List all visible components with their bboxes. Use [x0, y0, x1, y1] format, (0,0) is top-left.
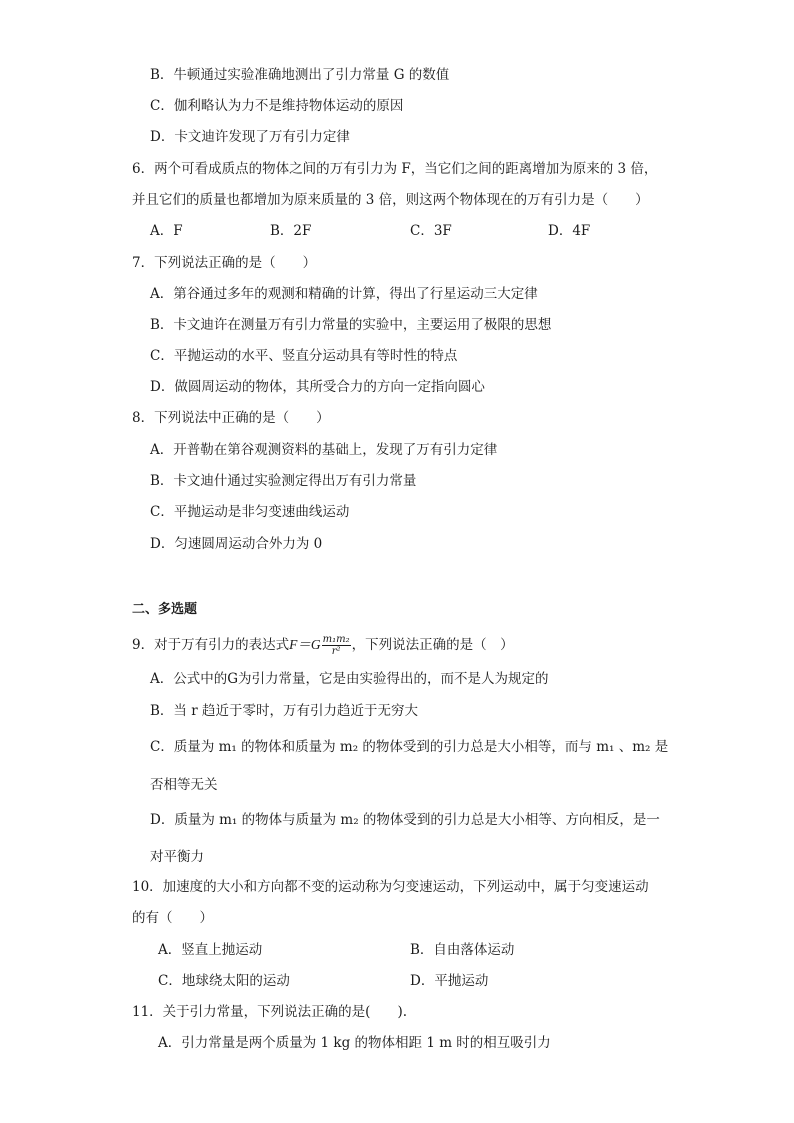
- q9-formula-numerator: m₁m₂: [322, 634, 350, 645]
- q11-option-a: A．引力常量是两个质量为 1 kg 的物体相距 1 m 时的相互吸引力: [158, 1035, 551, 1051]
- q9-option-d-line2: 对平衡力: [150, 849, 204, 865]
- q10-stem-line1: 10．加速度的大小和方向都不变的运动称为匀变速运动，下列运动中，属于匀变速运动: [132, 879, 649, 895]
- q9-formula-fraction: [322, 634, 351, 657]
- q6-stem-line2: 并且它们的质量也都增加为原来质量的 3 倍，则这两个物体现在的万有引力是（ ）: [132, 192, 649, 208]
- q9-option-c-line2: 否相等无关: [150, 777, 218, 793]
- q7-option-a: A．第谷通过多年的观测和精确的计算，得出了行星运动三大定律: [150, 286, 538, 302]
- q9-option-d-line1: D．质量为 m₁ 的物体与质量为 m₂ 的物体受到的引力总是大小相等、方向相反，是一: [150, 812, 660, 828]
- q6-option-d: D．4F: [548, 223, 591, 239]
- q8-option-b: B．卡文迪什通过实验测定得出万有引力常量: [150, 473, 417, 489]
- q7-option-b: B．卡文迪许在测量万有引力常量的实验中，主要运用了极限的思想: [150, 317, 552, 333]
- section-title-multiple-choice: 二、多选题: [132, 602, 198, 617]
- q5-option-c: C．伽利略认为力不是维持物体运动的原因: [150, 98, 404, 114]
- q10-option-a: A．竖直上抛运动: [158, 942, 263, 958]
- q8-option-a: A．开普勒在第谷观测资料的基础上，发现了万有引力定律: [150, 442, 498, 458]
- q8-option-c: C．平抛运动是非匀变速曲线运动: [150, 504, 350, 520]
- q10-option-c: C．地球绕太阳的运动: [158, 973, 290, 989]
- q6-option-c: C．3F: [410, 223, 452, 239]
- q6-stem-line1: 6．两个可看成质点的物体之间的万有引力为 F，当它们之间的距离增加为原来的 3 倍，: [132, 161, 658, 177]
- q10-option-d: D．平抛运动: [410, 973, 489, 989]
- q6-option-b: B．2F: [270, 223, 312, 239]
- q9-formula-denominator: r²: [331, 646, 341, 657]
- q5-option-d: D．卡文迪许发现了万有引力定律: [150, 129, 350, 145]
- q9-option-a: A．公式中的G为引力常量，它是由实验得出的，而不是人为规定的: [150, 671, 549, 687]
- q9-stem-post: ，下列说法正确的是（ ）: [351, 637, 514, 653]
- q9-option-c-line1: C．质量为 m₁ 的物体和质量为 m₂ 的物体受到的引力总是大小相等，而与 m₁ 、m₂ 是: [150, 739, 669, 755]
- q9-option-b: B．当 r 趋近于零时，万有引力趋近于无穷大: [150, 703, 418, 719]
- q9-stem: [132, 632, 514, 658]
- q7-option-d: D．做圆周运动的物体，其所受合力的方向一定指向圆心: [150, 379, 485, 395]
- q10-stem-line2: 的有（ ）: [132, 910, 213, 926]
- q8-stem: 8．下列说法中正确的是（ ）: [132, 410, 330, 426]
- q9-stem-pre: 9．对于万有引力的表达式: [132, 637, 290, 653]
- q6-option-a: A．F: [150, 223, 183, 239]
- q7-option-c: C．平抛运动的水平、竖直分运动具有等时性的特点: [150, 348, 458, 364]
- q8-option-d: D．匀速圆周运动合外力为 0: [150, 536, 323, 552]
- q7-stem: 7．下列说法正确的是（ ）: [132, 255, 317, 271]
- q5-option-b: B．牛顿通过实验准确地测出了引力常量 G 的数值: [150, 67, 450, 83]
- q9-formula-lhs: F＝G: [289, 637, 321, 652]
- q10-option-b: B．自由落体运动: [410, 942, 515, 958]
- q11-stem: 11．关于引力常量，下列说法正确的是( ).: [132, 1004, 408, 1020]
